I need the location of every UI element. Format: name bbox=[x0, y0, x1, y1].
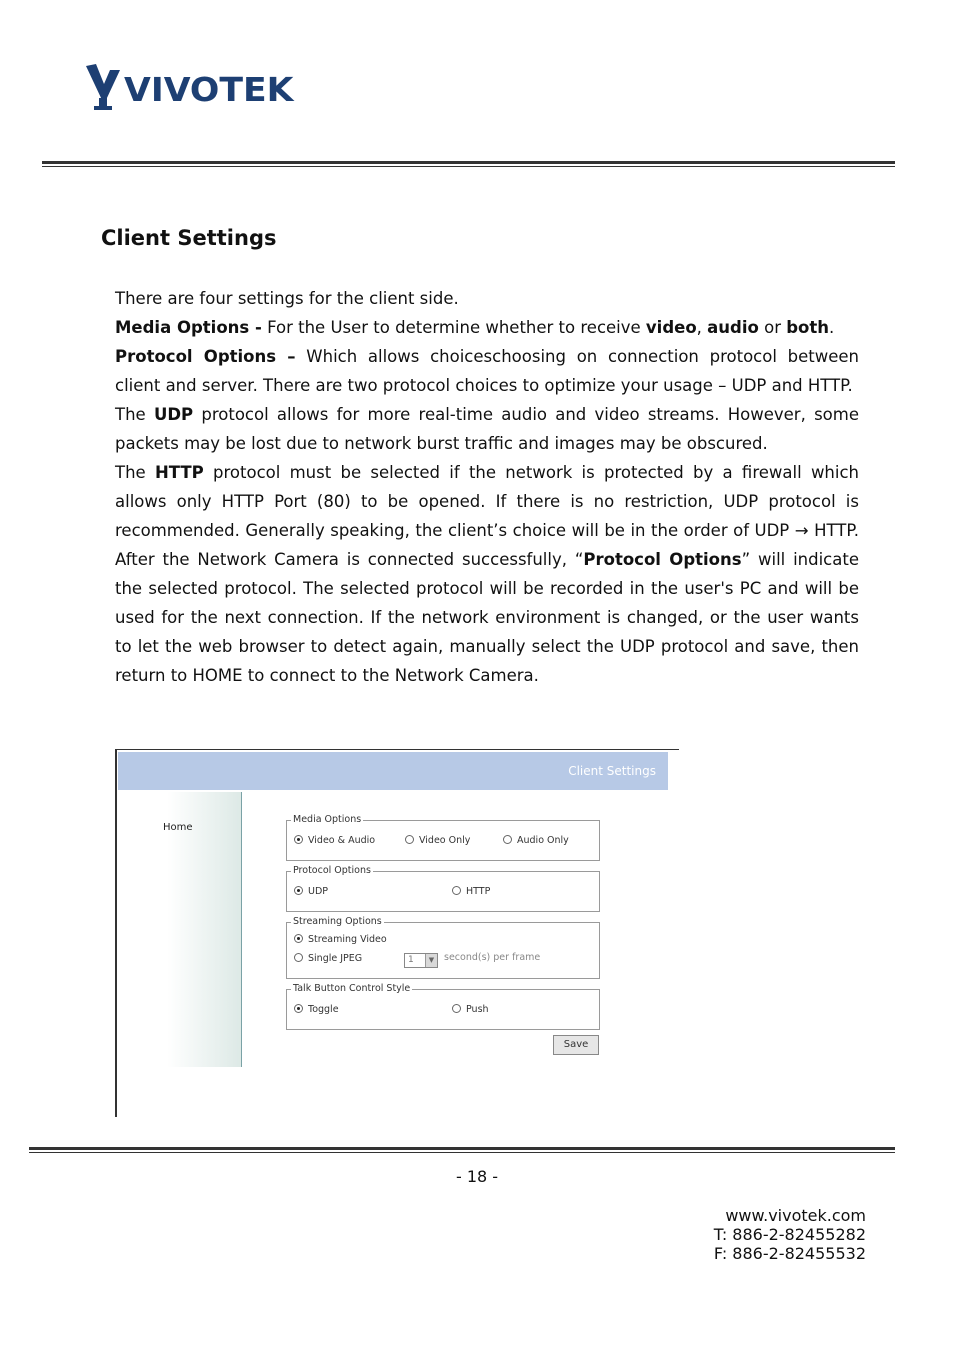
sidebar-home-link[interactable]: Home bbox=[163, 822, 193, 833]
streaming-option-video[interactable]: Streaming Video bbox=[294, 934, 387, 946]
frame-interval-select[interactable]: 1 ▼ bbox=[404, 953, 438, 968]
protocol-options-paragraph: Protocol Options – Which allows choiceschoosing on connection protocol between client and server. There are two protocol choices to optimize your usage – UDP and HTTP. bbox=[115, 347, 859, 395]
radio-icon bbox=[294, 953, 303, 962]
media-option-audio-only[interactable]: Audio Only bbox=[503, 835, 569, 847]
phone-number: T: 886-2-82455282 bbox=[713, 1225, 866, 1244]
media-options-group bbox=[286, 814, 600, 861]
protocol-option-http[interactable]: HTTP bbox=[452, 886, 490, 898]
header-divider bbox=[42, 161, 895, 167]
protocol-options-legend: Protocol Options bbox=[293, 865, 371, 876]
contact-info bbox=[714, 1206, 866, 1263]
http-paragraph: The HTTP protocol must be selected if the network is protected by a firewall which allows only HTTP Port (80) to be opened. If there is no restriction, UDP protocol is recommended. Generally speaking, the client’s choice will be in the order of UDP → HTTP. After the Network Camera is connected successfully, “Protocol Options” will indicate the selected protocol. The selected protocol will be recorded in the user's PC and will be used for the next connection. If the network environment is changed, or the user wants to let the web browser to detect again, manually select the UDP protocol and save, then return to HOME to connect to the Network Camera. bbox=[115, 463, 860, 685]
talk-option-push[interactable]: Push bbox=[452, 1004, 489, 1016]
udp-paragraph: The UDP protocol allows for more real-time audio and video streams. However, some packets may be lost due to network burst traffic and images may be obscured. bbox=[115, 405, 859, 453]
radio-selected-icon bbox=[294, 934, 303, 943]
streaming-options-legend: Streaming Options bbox=[293, 916, 382, 927]
intro-paragraph: There are four settings for the client side. bbox=[115, 289, 459, 308]
screenshot-sidebar bbox=[118, 792, 242, 1067]
screenshot-header-title: Client Settings bbox=[568, 764, 656, 778]
client-settings-screenshot bbox=[115, 749, 679, 1117]
media-options-legend: Media Options bbox=[293, 814, 362, 825]
frame-interval-suffix: second(s) per frame bbox=[444, 952, 541, 963]
brand-name: VIVOTEK bbox=[124, 70, 294, 109]
radio-selected-icon bbox=[294, 835, 303, 844]
page-number: - 18 - bbox=[455, 1167, 499, 1186]
protocol-options-group bbox=[286, 865, 600, 912]
media-option-video-only[interactable]: Video Only bbox=[405, 835, 470, 847]
chevron-down-icon: ▼ bbox=[425, 954, 437, 967]
radio-selected-icon bbox=[294, 886, 303, 895]
save-button[interactable]: Save bbox=[553, 1035, 599, 1055]
website-link[interactable]: www.vivotek.com bbox=[725, 1206, 866, 1225]
vivotek-mark-icon bbox=[84, 62, 124, 112]
talk-button-group bbox=[286, 983, 600, 1030]
streaming-option-jpeg[interactable]: Single JPEG bbox=[294, 953, 362, 965]
section-title: Client Settings bbox=[101, 226, 277, 250]
talk-button-legend: Talk Button Control Style bbox=[293, 983, 411, 994]
footer-divider bbox=[29, 1147, 895, 1153]
protocol-option-udp[interactable]: UDP bbox=[294, 886, 328, 898]
streaming-options-group bbox=[286, 916, 600, 979]
radio-icon bbox=[452, 1004, 461, 1013]
media-options-paragraph: Media Options - For the User to determine whether to receive video, audio or both. bbox=[115, 318, 835, 337]
media-option-video-audio[interactable]: Video & Audio bbox=[294, 835, 375, 847]
radio-selected-icon bbox=[294, 1004, 303, 1013]
body-text bbox=[115, 284, 859, 690]
radio-icon bbox=[452, 886, 461, 895]
vivotek-logo bbox=[84, 62, 294, 114]
radio-icon bbox=[503, 835, 512, 844]
radio-icon bbox=[405, 835, 414, 844]
fax-number: F: 886-2-82455532 bbox=[713, 1244, 866, 1263]
screenshot-header bbox=[118, 752, 668, 790]
talk-option-toggle[interactable]: Toggle bbox=[294, 1004, 339, 1016]
